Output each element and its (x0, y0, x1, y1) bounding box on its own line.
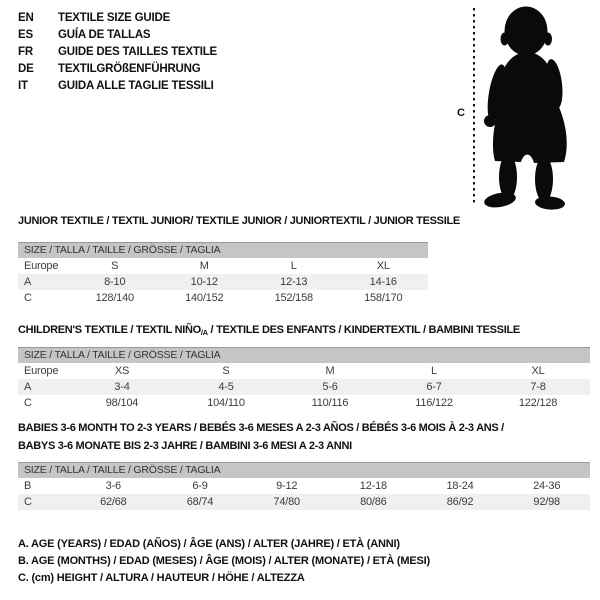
babies-title-line2: BABYS 3-6 MONATE BIS 2-3 JAHRE / BAMBINI 3-6 MESI A 2-3 ANNI (18, 440, 352, 452)
row-label: C (24, 397, 32, 409)
children-title-pre: CHILDREN'S TEXTILE / TEXTIL NIÑO (18, 324, 201, 336)
table-cell: 10-12 (190, 276, 218, 288)
language-code: EN (18, 12, 34, 24)
children-table-title (18, 324, 520, 337)
row-label: C (24, 496, 32, 508)
table-cell: 6-9 (192, 480, 208, 492)
table-cell: 80/86 (360, 496, 387, 508)
language-code: ES (18, 29, 33, 41)
table-cell: 4-5 (218, 381, 234, 393)
row-label: C (24, 292, 32, 304)
table-cell: XL (376, 260, 390, 272)
row-label: Europe (24, 365, 59, 377)
children-size-table (18, 347, 590, 411)
babies-table-title (18, 419, 593, 455)
babies-title-line1: BABIES 3-6 MONTH TO 2-3 YEARS / BEBÉS 3-6 MESES A 2-3 AÑOS / BÉBÉS 3-6 MOIS À 2-3 ANS / (18, 422, 504, 434)
table-cell: 140/152 (185, 292, 224, 304)
table-row-height (18, 290, 428, 306)
table-cell: M (199, 260, 209, 272)
toddler-silhouette-icon (456, 0, 600, 215)
language-row (18, 10, 217, 27)
footnote-legend (18, 536, 430, 587)
table-cell: 128/140 (95, 292, 134, 304)
language-code: DE (18, 63, 34, 75)
children-title-subscript: /A (200, 328, 208, 337)
table-cell: 14-16 (369, 276, 397, 288)
table-cell: 3-4 (114, 381, 130, 393)
row-label: A (24, 381, 32, 393)
junior-table-title: JUNIOR TEXTILE / TEXTIL JUNIOR/ TEXTILE JUNIOR / JUNIORTEXTIL / JUNIOR TESSILE (18, 215, 460, 227)
table-cell: S (111, 260, 119, 272)
table-cell: 62/68 (100, 496, 127, 508)
language-title: GUIDE DES TAILLES TEXTILE (58, 46, 217, 58)
footnote-age-months: B. AGE (MONTHS) / EDAD (MESES) / ÂGE (MOIS) / ALTER (MONATE) / ETÀ (MESI) (18, 555, 430, 567)
table-cell: S (222, 365, 230, 377)
language-title: GUÍA DE TALLAS (58, 29, 151, 41)
table-cell: 86/92 (446, 496, 474, 508)
table-cell: XS (114, 365, 130, 377)
table-cell: 12-18 (359, 480, 387, 492)
table-cell: 24-36 (533, 480, 561, 492)
table-cell: L (431, 365, 437, 377)
table-cell: 5-6 (322, 381, 338, 393)
table-cell: 12-13 (280, 276, 308, 288)
language-code: IT (18, 80, 28, 92)
table-cell: 98/104 (105, 397, 139, 409)
table-cell: 9-12 (276, 480, 298, 492)
table-cell: L (290, 260, 297, 272)
footnote-age-years: A. AGE (YEARS) / EDAD (AÑOS) / ÂGE (ANS) / ALTER (JAHRE) / ETÀ (ANNI) (18, 538, 400, 550)
table-cell: 7-8 (530, 381, 546, 393)
language-title: TEXTILGRÖßENFÜHRUNG (58, 63, 201, 75)
table-cell: 8-10 (104, 276, 126, 288)
children-title-post: / TEXTILE DES ENFANTS / KINDERTEXTIL / BAMBINI TESSILE (207, 324, 520, 336)
language-code: FR (18, 46, 33, 58)
table-row-europe (18, 363, 590, 379)
table-cell: 92/98 (533, 496, 560, 508)
table-cell: XL (531, 365, 545, 377)
table-cell: 68/74 (186, 496, 214, 508)
table-cell: 18-24 (446, 480, 474, 492)
language-title: TEXTILE SIZE GUIDE (58, 12, 171, 24)
row-label: Europe (24, 260, 59, 272)
footnote-height-cm: C. (cm) HEIGHT / ALTURA / HAUTEUR / HÖHE / ALTEZZA (18, 572, 305, 584)
size-header-bar: SIZE / TALLA / TAILLE / GRÖSSE / TAGLIA (18, 347, 590, 363)
language-row (18, 44, 217, 61)
table-row-age (18, 274, 428, 290)
table-row-europe (18, 258, 428, 274)
babies-size-table (18, 462, 590, 510)
table-cell: 110/116 (311, 397, 349, 409)
language-row (18, 27, 217, 44)
toddler-figure (456, 0, 600, 215)
language-row (18, 78, 217, 95)
table-cell: M (325, 365, 335, 377)
row-label: A (24, 276, 32, 288)
table-row-age (18, 379, 590, 395)
toddler-silhouette (483, 7, 567, 211)
table-cell: 74/80 (273, 496, 300, 508)
language-title: GUIDA ALLE TAGLIE TESSILI (58, 80, 214, 92)
table-cell: 6-7 (426, 381, 442, 393)
size-header-bar: SIZE / TALLA / TAILLE / GRÖSSE / TAGLIA (18, 462, 590, 478)
junior-size-table (18, 242, 428, 306)
table-cell: 116/122 (415, 397, 453, 409)
language-row (18, 61, 217, 78)
size-header-bar: SIZE / TALLA / TAILLE / GRÖSSE / TAGLIA (18, 242, 428, 258)
table-cell: 158/170 (364, 292, 403, 304)
height-measure-label: C (457, 107, 465, 119)
table-row-height (18, 395, 590, 411)
row-label: B (24, 480, 32, 492)
table-cell: 152/158 (274, 292, 313, 304)
language-title-list (18, 10, 217, 95)
table-cell: 104/110 (207, 397, 245, 409)
table-row-height (18, 494, 590, 510)
table-row-age-months (18, 478, 590, 494)
table-cell: 3-6 (105, 480, 121, 492)
table-cell: 122/128 (518, 397, 558, 409)
